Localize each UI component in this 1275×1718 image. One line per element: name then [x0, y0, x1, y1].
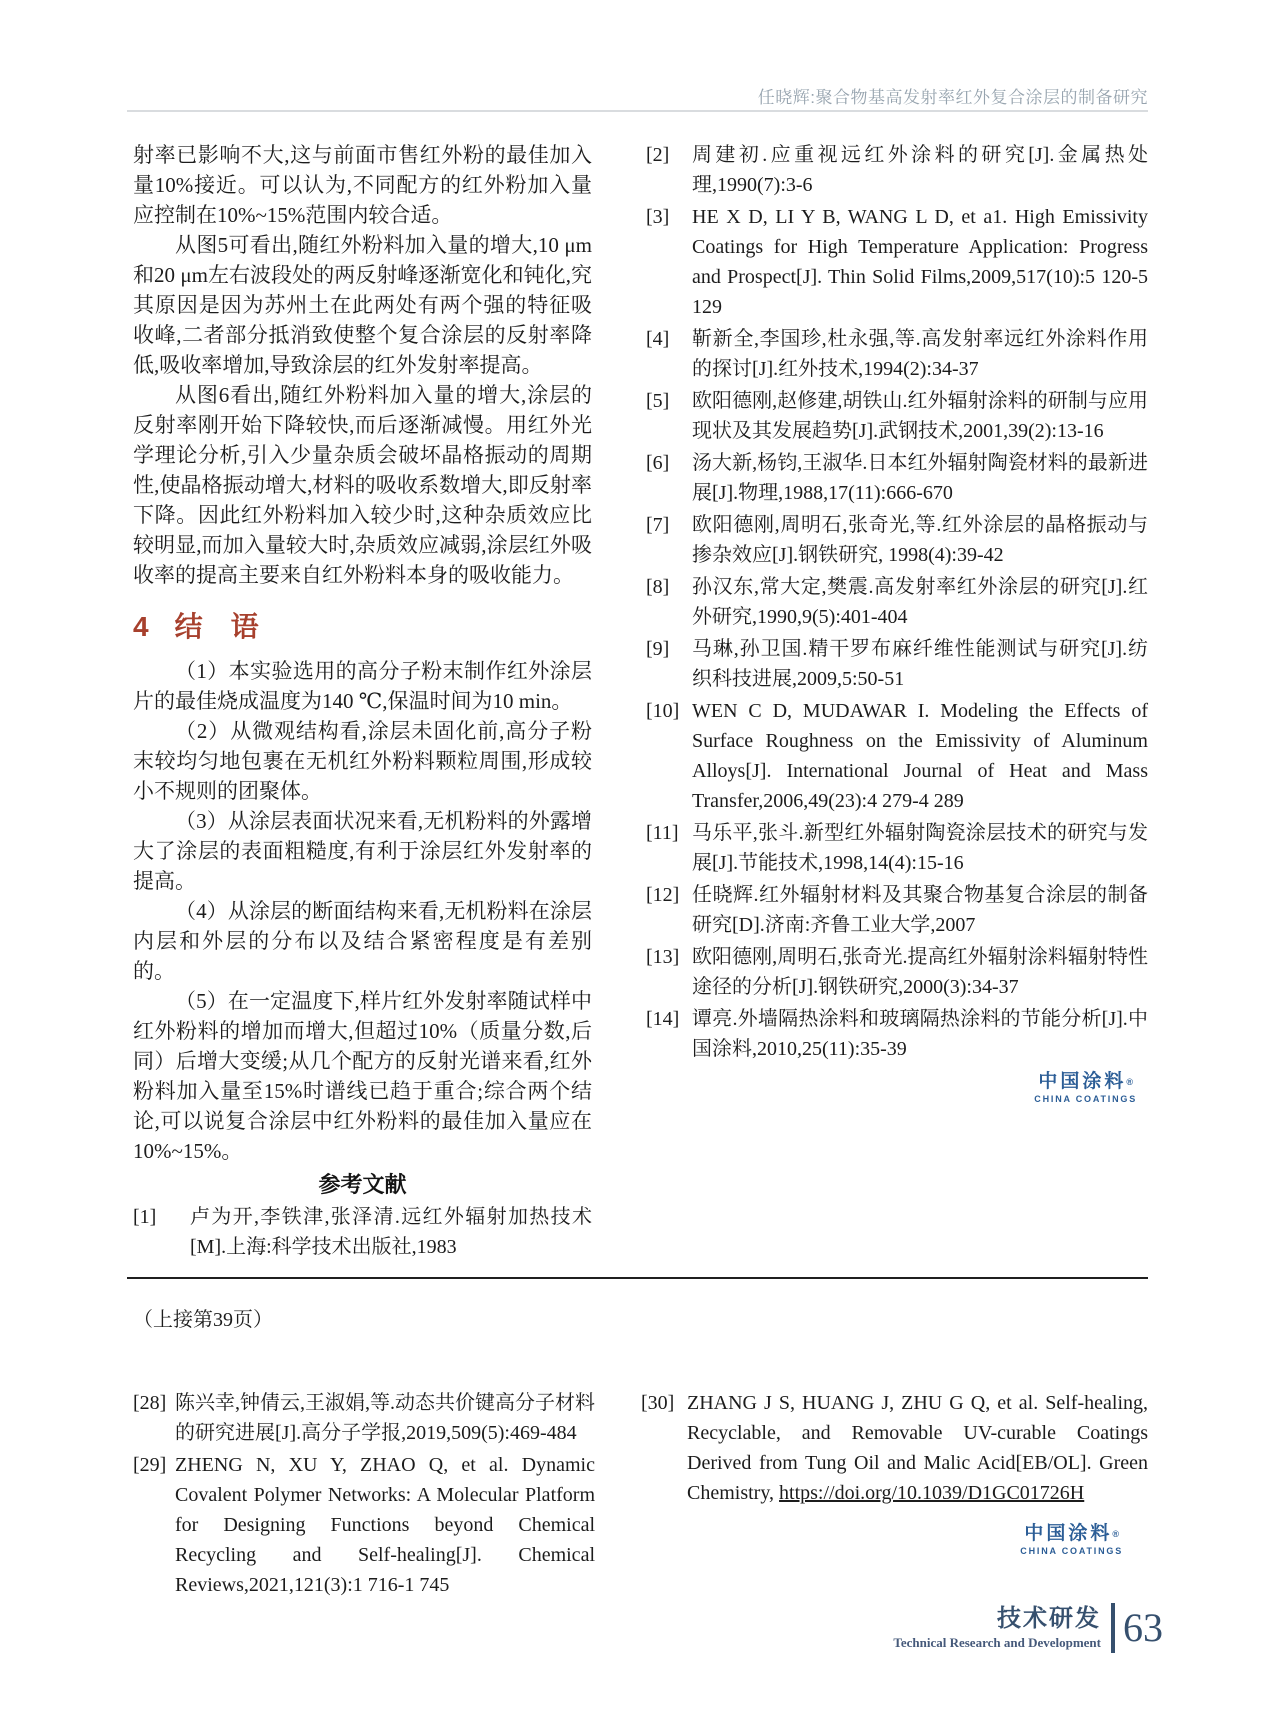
- china-coatings-logo: [1034, 1072, 1137, 1105]
- page-number: 63: [1123, 1605, 1163, 1650]
- reference-item: [646, 880, 1148, 940]
- reference-text: 马琳,孙卫国.精干罗布麻纤维性能测试与研究[J].纺织科技进展,2009,5:50-51: [692, 638, 1148, 690]
- reference-item: [646, 696, 1148, 816]
- reference-text: 欧阳德刚,赵修建,胡铁山.红外辐射涂料的研制与应用现状及其发展趋势[J].武钢技术,2001,39(2):13-16: [692, 390, 1148, 442]
- reference-id: [7]: [646, 514, 670, 536]
- reference-item: [646, 448, 1148, 508]
- continuation-note: （上接第39页）: [133, 1309, 273, 1331]
- conclusion-item: （1）本实验选用的高分子粉末制作红外涂层片的最佳烧成温度为140 ℃,保温时间为10 min。: [133, 659, 592, 713]
- reference-item: [646, 818, 1148, 878]
- reference-text: 欧阳德刚,周明石,张奇光.提高红外辐射涂料辐射特性途径的分析[J].钢铁研究,2000(3):34-37: [692, 946, 1148, 998]
- logo-cn-name: 中国涂料: [1038, 1071, 1127, 1092]
- page-footer: [893, 1603, 1163, 1653]
- reference-item: [646, 510, 1148, 570]
- reference-id: [12]: [646, 884, 680, 906]
- reference-id: [8]: [646, 576, 670, 598]
- reference-id: [4]: [646, 328, 670, 350]
- footer-section-cn: 技术研发: [997, 1605, 1101, 1632]
- reference-id: [10]: [646, 700, 680, 722]
- reference-item: [646, 1004, 1148, 1064]
- conclusion-item: （4）从涂层的断面结构来看,无机粉料在涂层内层和外层的分布以及结合紧密程度是有差别的。: [133, 899, 592, 983]
- section-heading: [133, 610, 592, 644]
- conclusion-item: （5）在一定温度下,样片红外发射率随试样中红外粉料的增加而增大,但超过10%（质量分数,后同）后增大变缓;从几个配方的反射光谱来看,红外粉料加入量至15%时谱线已趋于重合;综合两个结论,可以说复合涂层中红外粉料的最佳加入量应在10%~15%。: [133, 989, 592, 1163]
- paragraph: 射率已影响不大,这与前面市售红外粉的最佳加入量10%接近。可以认为,不同配方的红外粉加入量应控制在10%~15%范围内较合适。: [133, 143, 592, 227]
- reference-id: [30]: [641, 1392, 675, 1414]
- bottom-right-column: [641, 1388, 1148, 1510]
- reference-id: [14]: [646, 1008, 680, 1030]
- reference-item: [133, 1202, 592, 1262]
- reference-text: 孙汉东,常大定,樊震.高发射率红外涂层的研究[J].红外研究,1990,9(5):401-404: [692, 576, 1148, 628]
- article-divider: [127, 1277, 1148, 1279]
- reference-item: [646, 324, 1148, 384]
- footer-section-en: Technical Research and Development: [893, 1635, 1101, 1650]
- china-coatings-logo: [1020, 1524, 1123, 1557]
- paragraph: 从图5可看出,随红外粉料加入量的增大,10 μm和20 μm左右波段处的两反射峰逐渐宽化和钝化,究其原因是因为苏州土在此两处有两个强的特征吸收峰,二者部分抵消致使整个复合涂层的反射率降低,吸收率增加,导致涂层的红外发射率提高。: [133, 233, 592, 377]
- logo-cn-text: [1034, 1072, 1137, 1092]
- logo-en-text: CHINA COATINGS: [1034, 1094, 1137, 1104]
- reference-text: [687, 1388, 1148, 1508]
- reference-item: [133, 1450, 595, 1600]
- reference-text: ZHENG N, XU Y, ZHAO Q, et al. Dynamic Covalent Polymer Networks: A Molecular Platform for Designing Functions beyond Chemical Recycling and Self-healing[J]. Chemical Reviews,2021,121(3):1 716-1 745: [175, 1454, 595, 1596]
- running-head-title: 任晓辉:聚合物基高发射率红外复合涂层的制备研究: [757, 88, 1148, 107]
- reference-id: [1]: [133, 1206, 157, 1228]
- paragraph: 从图6看出,随红外粉料加入量的增大,涂层的反射率刚开始下降较快,而后逐渐减慢。用红外光学理论分析,引入少量杂质会破坏晶格振动的周期性,使晶格振动增大,材料的吸收系数增大,即反射率下降。因此红外粉料加入较少时,这种杂质效应比较明显,而加入量较大时,杂质效应减弱,涂层红外吸收率的提高主要来自红外粉料本身的吸收能力。: [133, 383, 592, 587]
- reference-text: WEN C D, MUDAWAR I. Modeling the Effects of Surface Roughness on the Emissivity of Aluminum Alloys[J]. International Journal of Heat and Mass Transfer,2006,49(23):4 279-4 289: [692, 700, 1148, 812]
- reference-text: 欧阳德刚,周明石,张奇光,等.红外涂层的晶格振动与掺杂效应[J].钢铁研究, 1998(4):39-42: [692, 514, 1148, 566]
- logo-en-text: CHINA COATINGS: [1020, 1546, 1123, 1556]
- reference-text: HE X D, LI Y B, WANG L D, et a1. High Emissivity Coatings for High Temperature Application: Progress and Prospect[J]. Thin Solid Films,2009,517(10):5 120-5 129: [692, 206, 1148, 318]
- reference-item: [646, 202, 1148, 322]
- reference-id: [13]: [646, 946, 680, 968]
- reference-id: [5]: [646, 390, 670, 412]
- reference-item: [133, 1388, 595, 1448]
- references-heading: 参考文献: [318, 1172, 407, 1197]
- footer-divider-bar: [1111, 1603, 1115, 1653]
- section-title: 结 语: [174, 611, 259, 642]
- conclusion-item: （2）从微观结构看,涂层未固化前,高分子粉末较均匀地包裹在无机红外粉料颗粒周围,形成较小不规则的团聚体。: [133, 719, 592, 803]
- logo-cn-name: 中国涂料: [1024, 1523, 1113, 1544]
- reference-item: [641, 1388, 1148, 1508]
- reference-text: 卢为开,李铁津,张泽清.远红外辐射加热技术[M].上海:科学技术出版社,1983: [190, 1206, 592, 1258]
- reference-text: 靳新全,李国珍,杜永强,等.高发射率远红外涂料作用的探讨[J].红外技术,1994(2):34-37: [692, 328, 1148, 380]
- reference-item: [646, 140, 1148, 200]
- reference-id: [28]: [133, 1392, 167, 1414]
- conclusion-item: （3）从涂层表面状况来看,无机粉料的外露增大了涂层的表面粗糙度,有利于涂层红外发射率的提高。: [133, 809, 592, 893]
- reference-item: [646, 634, 1148, 694]
- reference-text: 陈兴幸,钟倩云,王淑娟,等.动态共价键高分子材料的研究进展[J].高分子学报,2019,509(5):469-484: [175, 1392, 595, 1444]
- reference-item: [646, 942, 1148, 1002]
- registered-mark-icon: ®: [1126, 1077, 1133, 1087]
- reference-id: [3]: [646, 206, 670, 228]
- reference-item: [646, 572, 1148, 632]
- left-column: [133, 140, 592, 1264]
- reference-item: [646, 386, 1148, 446]
- reference-text: 马乐平,张斗.新型红外辐射陶瓷涂层技术的研究与发展[J].节能技术,1998,14(4):15-16: [692, 822, 1148, 874]
- reference-id: [2]: [646, 144, 670, 166]
- reference-text: 任晓辉.红外辐射材料及其聚合物基复合涂层的制备研究[D].济南:齐鲁工业大学,2007: [692, 884, 1148, 936]
- reference-text: 谭亮.外墙隔热涂料和玻璃隔热涂料的节能分析[J].中国涂料,2010,25(11):35-39: [692, 1008, 1148, 1060]
- reference-text-body: ZHANG J S, HUANG J, ZHU G Q, et al. Self-healing, Recyclable, and Removable UV-curable Coatings Derived from Tung Oil and Malic Acid[EB/OL]. Green Chemistry,: [687, 1392, 1148, 1504]
- reference-text: 周建初.应重视远红外涂料的研究[J].金属热处理,1990(7):3-6: [692, 144, 1148, 196]
- registered-mark-icon: ®: [1112, 1529, 1119, 1539]
- logo-cn-text: [1020, 1524, 1123, 1544]
- section-number: 4: [133, 611, 149, 642]
- footer-section-block: [893, 1605, 1101, 1651]
- right-column: [646, 140, 1148, 1066]
- reference-id: [29]: [133, 1454, 167, 1476]
- doi-link[interactable]: https://doi.org/10.1039/D1GC01726H: [779, 1482, 1085, 1504]
- reference-id: [6]: [646, 452, 670, 474]
- reference-id: [11]: [646, 822, 679, 844]
- reference-text: 汤大新,杨钧,王淑华.日本红外辐射陶瓷材料的最新进展[J].物理,1988,17(11):666-670: [692, 452, 1148, 504]
- bottom-left-column: [133, 1388, 595, 1602]
- header-rule: [127, 110, 1148, 112]
- reference-id: [9]: [646, 638, 670, 660]
